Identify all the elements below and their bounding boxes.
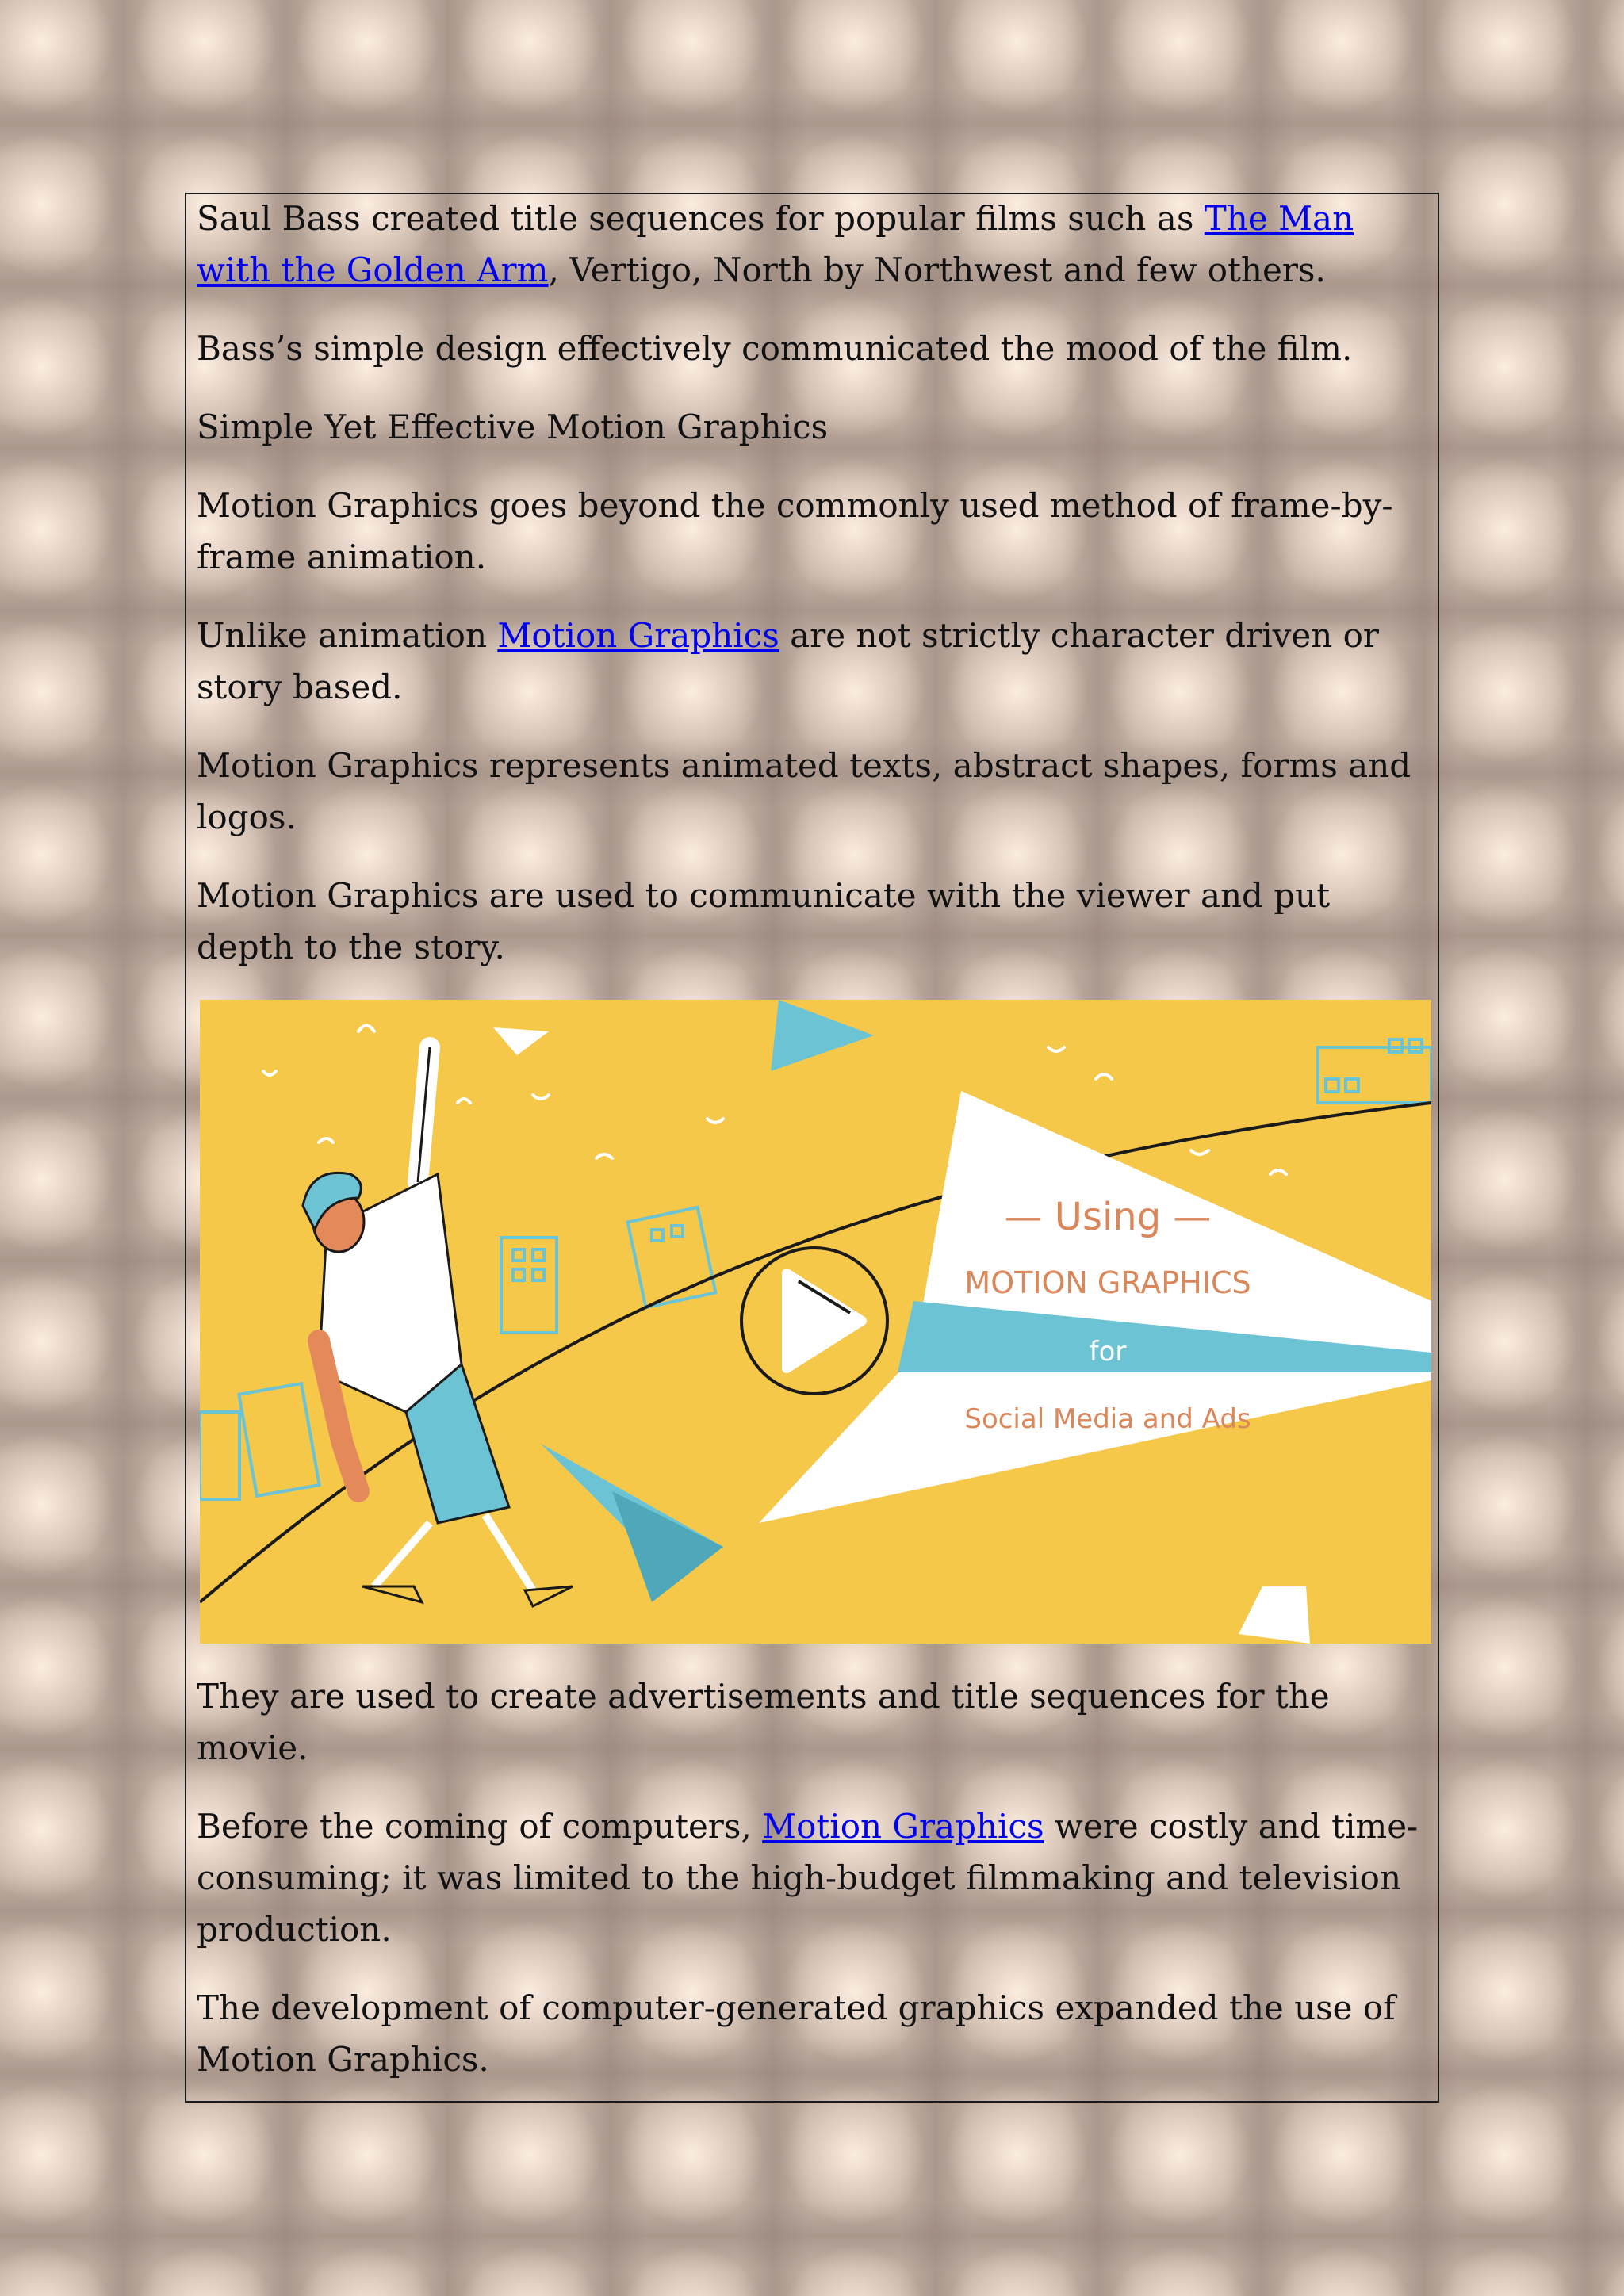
paragraph-saul-bass: Saul Bass created title sequences for popular films such as The Man with the Golden Arm, Vertigo, North by Northwest and few others.: [197, 199, 1354, 289]
paragraph-communicate: Motion Graphics are used to communicate with the viewer and put depth to the story.: [197, 876, 1331, 966]
hero-text-using: — Using —: [1004, 1195, 1212, 1239]
link-motion-graphics-2[interactable]: Motion Graphics: [762, 1807, 1044, 1846]
link-motion-graphics-1[interactable]: Motion Graphics: [497, 616, 779, 655]
link-man-with-golden-arm[interactable]: The Man with the Golden Arm: [197, 199, 1354, 289]
paragraph-bass-design: Bass’s simple design effectively communicated the mood of the film.: [197, 329, 1353, 368]
paragraph-before-computers: Before the coming of computers, Motion Graphics were costly and time-consuming; it was limited to the high-budget filmmaking and television production.: [197, 1807, 1419, 1949]
paragraph-development: The development of computer-generated graphics expanded the use of Motion Graphics.: [197, 1988, 1396, 2079]
hero-text-motion-graphics: MOTION GRAPHICS: [964, 1265, 1251, 1300]
section-heading: Simple Yet Effective Motion Graphics: [197, 408, 829, 446]
paragraph-represents: Motion Graphics represents animated texts, abstract shapes, forms and logos.: [197, 746, 1411, 836]
motion-graphics-hero-image: [200, 1000, 1431, 1644]
paragraph-advertisements: They are used to create advertisements and title sequences for the movie.: [197, 1677, 1330, 1767]
paragraph-frame-by-frame: Motion Graphics goes beyond the commonly used method of frame-by-frame animation.: [197, 486, 1393, 576]
hero-text-social-media: Social Media and Ads: [964, 1403, 1251, 1435]
document-body: [197, 193, 1434, 2112]
paragraph-unlike-animation: Unlike animation Motion Graphics are not strictly character driven or story based.: [197, 616, 1380, 706]
hero-text-for: for: [1089, 1336, 1127, 1368]
